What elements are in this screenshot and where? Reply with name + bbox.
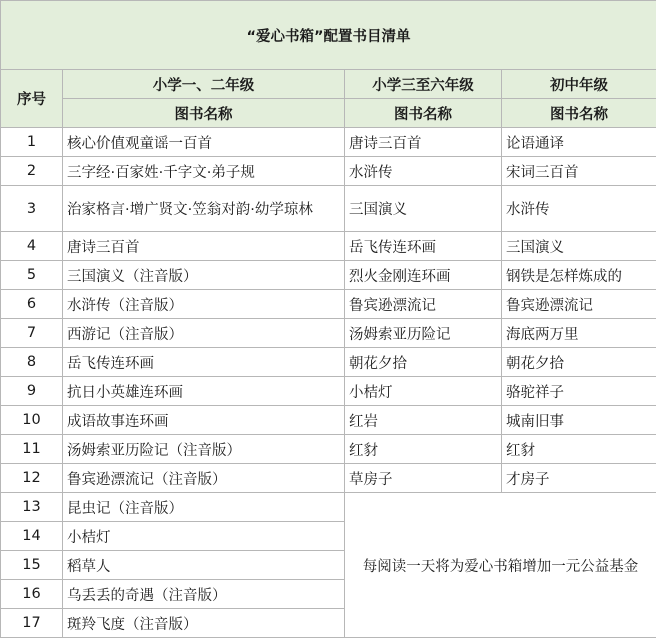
row-number: 17: [1, 609, 63, 638]
book-title-junior: 宋词三百首: [502, 157, 656, 186]
book-title-grade-1-2: 斑羚飞度（注音版）: [63, 609, 345, 638]
book-title-grade-1-2: 稻草人: [63, 551, 345, 580]
row-number: 2: [1, 157, 63, 186]
book-title-grade-3-6: 水浒传: [345, 157, 502, 186]
book-title-grade-1-2: 成语故事连环画: [63, 406, 345, 435]
book-title-grade-1-2: 乌丢丢的奇遇（注音版）: [63, 580, 345, 609]
book-title-grade-1-2: 鲁宾逊漂流记（注音版）: [63, 464, 345, 493]
table-title: “爱心书箱”配置书目清单: [1, 1, 656, 70]
book-title-grade-1-2: 唐诗三百首: [63, 232, 345, 261]
table-row: [1, 377, 656, 406]
book-name-header-jr: 图书名称: [502, 99, 656, 128]
header-row-book-name: [1, 99, 656, 128]
book-name-header-g12: 图书名称: [63, 99, 345, 128]
book-title-grade-3-6: 红岩: [345, 406, 502, 435]
book-title-junior: 论语通译: [502, 128, 656, 157]
table-row: [1, 493, 656, 522]
table-row: [1, 348, 656, 377]
grade-3-6-header: 小学三至六年级: [345, 70, 502, 99]
book-title-junior: 海底两万里: [502, 319, 656, 348]
book-title-junior: 钢铁是怎样炼成的: [502, 261, 656, 290]
book-title-grade-3-6: 草房子: [345, 464, 502, 493]
book-title-grade-3-6: 三国演义: [345, 186, 502, 232]
book-title-grade-1-2: 岳飞传连环画: [63, 348, 345, 377]
table-row: [1, 157, 656, 186]
table-row: [1, 290, 656, 319]
book-title-grade-1-2: 治家格言·增广贤文·笠翁对韵·幼学琼林: [63, 186, 345, 232]
book-title-junior: 鲁宾逊漂流记: [502, 290, 656, 319]
book-title-junior: 水浒传: [502, 186, 656, 232]
book-title-grade-3-6: 小桔灯: [345, 377, 502, 406]
row-number: 6: [1, 290, 63, 319]
row-number: 10: [1, 406, 63, 435]
table-row: [1, 435, 656, 464]
table-row: [1, 261, 656, 290]
row-number: 3: [1, 186, 63, 232]
book-name-header-g36: 图书名称: [345, 99, 502, 128]
book-title-grade-3-6: 烈火金刚连环画: [345, 261, 502, 290]
row-number: 13: [1, 493, 63, 522]
table-row: [1, 464, 656, 493]
book-title-grade-3-6: 唐诗三百首: [345, 128, 502, 157]
book-title-junior: 才房子: [502, 464, 656, 493]
index-header: 序号: [1, 70, 63, 128]
book-title-grade-3-6: 鲁宾逊漂流记: [345, 290, 502, 319]
row-number: 11: [1, 435, 63, 464]
row-number: 15: [1, 551, 63, 580]
title-row: [1, 1, 656, 70]
table-row: [1, 232, 656, 261]
row-number: 8: [1, 348, 63, 377]
book-title-junior: 朝花夕拾: [502, 348, 656, 377]
table-row: [1, 319, 656, 348]
book-title-grade-3-6: 岳飞传连环画: [345, 232, 502, 261]
book-title-grade-1-2: 汤姆索亚历险记（注音版）: [63, 435, 345, 464]
book-title-grade-1-2: 昆虫记（注音版）: [63, 493, 345, 522]
row-number: 12: [1, 464, 63, 493]
book-title-grade-1-2: 核心价值观童谣一百首: [63, 128, 345, 157]
table-row: [1, 128, 656, 157]
row-number: 4: [1, 232, 63, 261]
book-title-grade-1-2: 三国演义（注音版）: [63, 261, 345, 290]
book-title-grade-1-2: 小桔灯: [63, 522, 345, 551]
book-title-grade-1-2: 三字经·百家姓·千字文·弟子规: [63, 157, 345, 186]
row-number: 5: [1, 261, 63, 290]
book-title-grade-3-6: 朝花夕拾: [345, 348, 502, 377]
book-title-grade-1-2: 西游记（注音版）: [63, 319, 345, 348]
book-title-junior: 城南旧事: [502, 406, 656, 435]
book-title-junior: 三国演义: [502, 232, 656, 261]
junior-header: 初中年级: [502, 70, 656, 99]
book-title-grade-1-2: 水浒传（注音版）: [63, 290, 345, 319]
row-number: 1: [1, 128, 63, 157]
row-number: 14: [1, 522, 63, 551]
book-title-grade-3-6: 汤姆索亚历险记: [345, 319, 502, 348]
row-number: 16: [1, 580, 63, 609]
book-title-grade-3-6: 红豺: [345, 435, 502, 464]
header-row-grades: [1, 70, 656, 99]
book-title-grade-1-2: 抗日小英雄连环画: [63, 377, 345, 406]
book-title-junior: 骆驼祥子: [502, 377, 656, 406]
table-row: [1, 406, 656, 435]
fund-note: 每阅读一天将为爱心书箱增加一元公益基金: [345, 493, 656, 638]
row-number: 9: [1, 377, 63, 406]
row-number: 7: [1, 319, 63, 348]
book-title-junior: 红豺: [502, 435, 656, 464]
grade-1-2-header: 小学一、二年级: [63, 70, 345, 99]
table-row: [1, 186, 656, 232]
